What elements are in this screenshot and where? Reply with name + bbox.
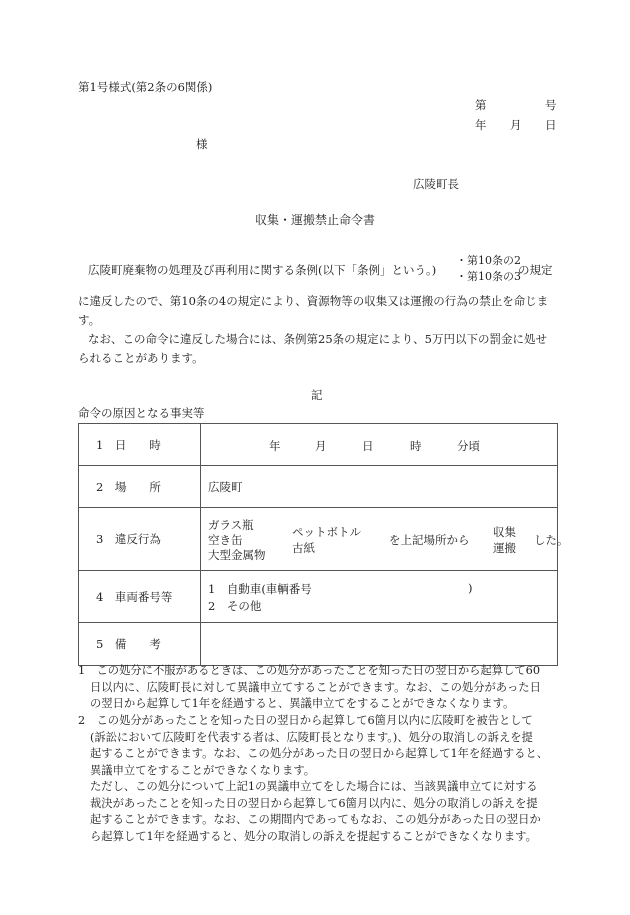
note-1-line-2: 日以内に、広陵町長に対して異議申立てすることができます。なお、この処分があった日 [90,680,541,694]
body-intro: 広陵町廃棄物の処理及び再利用に関する条例(以下「条例」という。) [88,263,437,277]
vehicle-option-car-close: ) [468,580,473,595]
addressee-suffix: 様 [196,137,208,151]
datetime-minute: 分頃 [457,438,480,453]
item-waste-paper: 古紙 [292,540,315,555]
facts-heading: 命令の原因となる事実等 [78,406,205,420]
table-row-vehicle [79,571,558,623]
note-3-line-3: 起することができます。なお、この期間内であってもなお、この処分があった日の翌日か [90,813,541,826]
violation-cell [201,508,569,571]
doc-number-label: 第 [475,98,487,112]
note-1 [78,663,541,713]
note-1-line-3: の翌日から起算して1年を経過すると、異議申立てをすることができなくなります。 [90,697,515,710]
table-row-datetime [79,424,558,466]
note-2 [78,713,548,779]
row-label-datetime: 1 日 時 [79,424,201,466]
vehicle-option-car: 1 自動車(車輌番号 [208,581,312,596]
note-2-line-2: (訴訟において広陵町を代表する者は、広陵町長となります。)、処分の取消しの訴えを提 [90,730,533,744]
item-empty-can: 空き缶 [208,532,243,547]
date-month: 月 [510,118,522,132]
item-large-metal: 大型金属物 [208,547,266,562]
row-label-vehicle: 4 車両番号等 [79,571,201,623]
violation-ending: した。 [534,532,569,547]
action-collect: 収集 [493,524,516,539]
action-transport: 運搬 [493,540,516,555]
body-line-3: す。 [78,313,101,327]
issuer: 広陵町長 [413,177,459,191]
datetime-month: 月 [315,438,327,453]
document-title: 収集・運搬禁止命令書 [255,213,376,227]
table-row-remarks [79,623,558,666]
doc-number-suffix: 号 [545,98,557,112]
violation-connector: を上記場所から [389,532,470,547]
row-label-remarks: 5 備 考 [79,623,201,666]
warning-line-2: られることがあります。 [78,351,204,365]
body-line-2: に違反したので、第10条の4の規定により、資源物等の収集又は運搬の行為の禁止を命じま [78,294,549,308]
datetime-cell [201,424,558,466]
datetime-day: 日 [362,438,374,453]
note-3 [78,779,541,845]
row-label-place: 2 場 所 [79,466,201,508]
note-2-line-4: 異議申立てをすることができなくなります。 [90,763,316,777]
article-option-2: ・第10条の3 [456,270,521,283]
date-year: 年 [475,118,487,132]
warning-line-1: なお、この命令に違反した場合には、条例第25条の規定により、5万円以下の罰金に処せ [88,332,547,346]
note-2-line-3: 起することができます。なお、この処分があった日の翌日から起算して1年を経過すると、 [90,747,549,760]
form-number: 第1号様式(第2条の6関係) [78,80,213,94]
ki-heading: 記 [311,388,323,402]
vehicle-cell [201,571,558,623]
place-value: 広陵町 [208,479,243,494]
note-3-line-1: ただし、この処分について上記1の異議申立てをした場合には、当該異議申立てに対する [90,780,538,793]
table-row-place [79,466,558,508]
item-glass-bottle: ガラス瓶 [208,517,254,532]
remarks-cell [201,623,558,666]
item-pet-bottle: ペットボトル [292,524,361,539]
row-label-violation: 3 違反行為 [79,508,201,571]
note-2-line-1: 2 この処分があったことを知った日の翌日から起算して6箇月以内に広陵町を被告として [78,714,533,727]
datetime-year: 年 [269,438,281,453]
table-row-violation [79,508,558,571]
date-day: 日 [545,118,557,132]
body-after-options: の規定 [518,263,553,277]
note-3-line-4: ら起算して1年を経過すると、処分の取消しの訴えを提起することができなくなります。 [90,829,537,843]
facts-table [78,423,569,666]
article-option-1: ・第10条の2 [456,254,521,267]
datetime-hour: 時 [410,438,422,453]
vehicle-option-other: 2 その他 [208,598,262,613]
note-1-line-1: 1 この処分に不服があるときは、この処分があったことを知った日の翌日から起算して60 [78,664,541,677]
place-cell [201,466,558,508]
note-3-line-2: 裁決があったことを知った日の翌日から起算して6箇月以内に、処分の取消しの訴えを提 [90,796,538,810]
